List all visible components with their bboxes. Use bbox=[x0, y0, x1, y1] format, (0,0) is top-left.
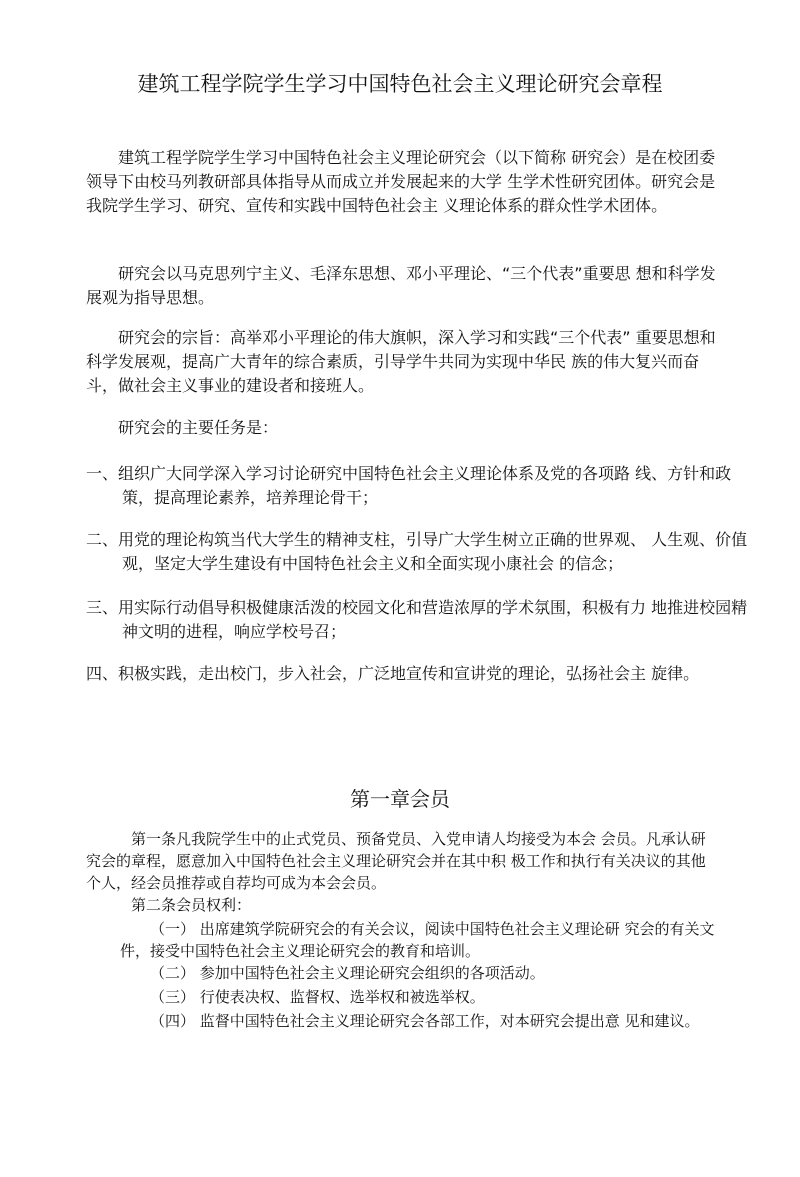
task-item-4: 四、积极实践，走出校门，步入社会，广泛地宣传和宣讲党的理论，弘扬社会主 旋律。 bbox=[86, 664, 700, 683]
task-item-1: 一、组织广大同学深入学习讨论研究中国特色社会主义理论体系及党的各项路 线、方针和政策，提高理论素养，培养理论骨干； bbox=[86, 464, 732, 507]
chapter-title: 第一章会员 bbox=[350, 787, 450, 811]
task-item-3: 三、用实际行动倡导积极健康活泼的校园文化和营造浓厚的学术氛围，积极有力 地推进校园精神文明的进程，响应学校号召； bbox=[86, 598, 748, 641]
tasks-heading: 研究会的主要任务是： bbox=[118, 418, 279, 437]
right-item-4: （四） 监督中国特色社会主义理论研究会各部工作，对本研究会提出意 见和建议。 bbox=[150, 1012, 700, 1030]
document-title: 建筑工程学院学生学习中国特色社会主义理论研究会章程 bbox=[137, 72, 663, 96]
right-item-2: （二） 参加中国特色社会主义理论研究会组织的各项活动。 bbox=[150, 964, 545, 982]
purpose-paragraph: 研究会的宗旨：高举邓小平理论的伟大旗帜，深入学习和实践“三个代表” 重要思想和科学发展观，提高广大青年的综合素质，引导学牛共同为实现中华民 族的伟大复兴而奋斗，做社会主义事业的建设者和接班人。 bbox=[86, 328, 716, 395]
task-item-2: 二、用党的理论构筑当代大学生的精神支柱，引导广大学生树立正确的世界观、 人生观、价值观，坚定大学生建设有中国特色社会主义和全面实现小康社会 的信念； bbox=[86, 530, 748, 573]
article-2-heading: 第二条会员权利： bbox=[131, 896, 252, 914]
right-item-3: （三） 行使表决权、监督权、选举权和被选举权。 bbox=[150, 988, 485, 1006]
right-item-1: （一） 出席建筑学院研究会的有关会议，阅读中国特色社会主义理论研 究会的有关文件，接受中国特色社会主义理论研究会的教育和培训。 bbox=[120, 920, 715, 960]
guiding-paragraph: 研究会以马克思列宁主义、毛泽东思想、邓小平理论、“三个代表”重要思 想和科学发展观为指导思想。 bbox=[86, 264, 716, 307]
article-1: 第一条凡我院学生中的止式党员、预备党员、入党申请人均接受为本会 会员。凡承认研究会的章程，愿意加入中国特色社会主义理论研究会并在其中积 极工作和执行有关决议的其他个人，经会员推荐或自荐均可成为本会会员。 bbox=[86, 830, 706, 892]
intro-paragraph: 建筑工程学院学生学习中国特色社会主义理论研究会（以下简称 研究会）是在校团委领导下由校马列教研部具体指导从而成立并发展起来的大学 生学术性研究团体。研究会是我院学生学习、研究、宣传和实践中国特色社会主 义理论体系的群众性学术团体。 bbox=[86, 148, 716, 215]
